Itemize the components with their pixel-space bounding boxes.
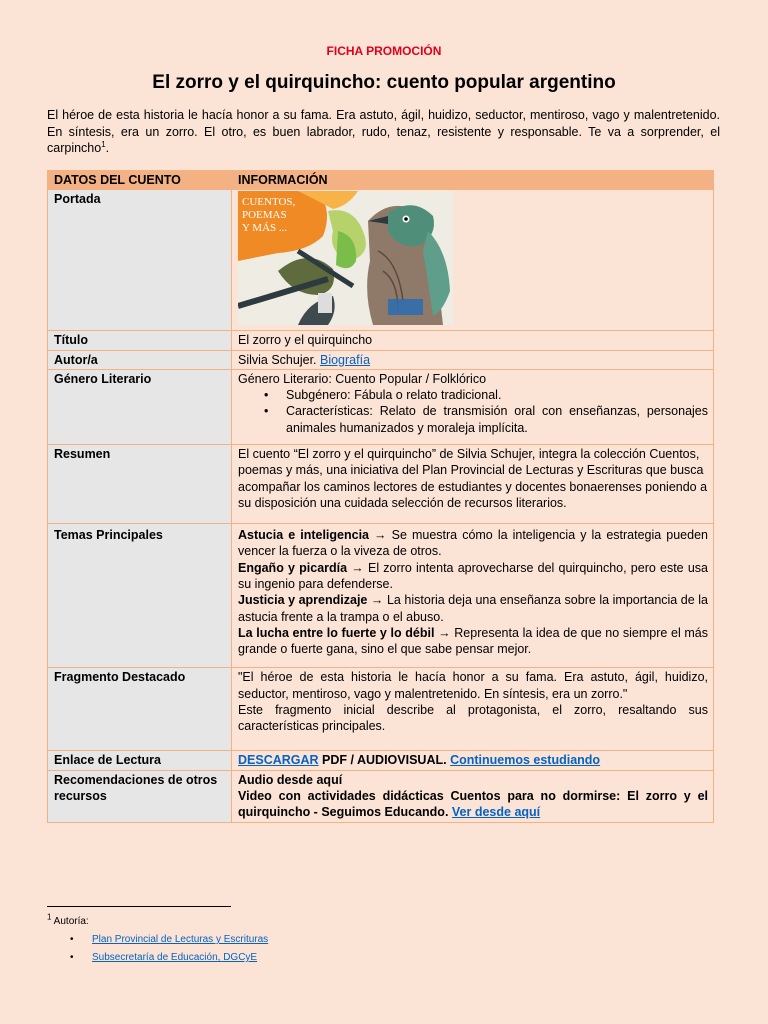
row-label: Resumen <box>48 445 232 524</box>
row-label: Fragmento Destacado <box>48 668 232 751</box>
table-row-portada <box>48 190 714 331</box>
row-label: Portada <box>48 190 232 331</box>
summary-value: El cuento “El zorro y el quirquincho” de Silvia Schujer, integra la colección Cuentos, poemas y más, una iniciativa del Plan Provincial de Lecturas y Escrituras que busca acompañar los caminos lectores de estudiantes y docentes bonaerenses poniendo a su disposición una cuidada selección de recursos literarios. <box>232 445 714 524</box>
table-row-enlace <box>48 751 714 770</box>
table-row-autor <box>48 350 714 369</box>
book-cover-image <box>238 191 453 325</box>
link-format-text: PDF / AUDIOVISUAL. <box>318 753 451 768</box>
intro-paragraph: El héroe de esta historia le hacía honor a su fama. Era astuto, ágil, huidizo, seductor, mentiroso, vago y malentretenido. En síntesis, era un zorro. El otro, es buen labrador, rudo, tenaz, resistente y responsable. Te va a sorprender, el carpincho$^1$. <box>47 108 720 155</box>
list-item <box>70 934 268 952</box>
theme-text: → La historia deja una enseñanza sobre la importancia de la astucia frente a la trampa o el abuso. <box>238 593 708 624</box>
audio-resource[interactable]: Audio desde aquí <box>238 772 343 787</box>
theme-item <box>238 560 708 593</box>
footnote <box>47 912 89 927</box>
intro-text: El héroe de esta historia le hacía honor a su fama. Era astuto, ágil, huidizo, seductor, mentiroso, vago y malentretenido. En síntesis, era un zorro. El otro, es buen labrador, rudo, tenaz, resistente y responsable. Te va a sorprender, el carpincho <box>47 108 720 155</box>
footnote-separator <box>47 906 231 907</box>
genre-list <box>238 387 708 436</box>
subsecretaria-link[interactable]: Subsecretaría de Educación, DGCyE <box>92 952 258 963</box>
footnote-links <box>70 934 268 970</box>
row-label: Enlace de Lectura <box>48 751 232 770</box>
theme-title: Engaño y picardía <box>238 560 348 575</box>
footnote-label: Autoría: <box>51 916 89 927</box>
footnote-reference[interactable]: 1 <box>101 139 106 149</box>
row-label: Autor/a <box>48 350 232 369</box>
table-row-fragmento <box>48 668 714 751</box>
svg-text:CUENTOS,: CUENTOS, <box>242 196 296 209</box>
table-row-recomendaciones <box>48 770 714 822</box>
table-row-genero <box>48 369 714 444</box>
svg-text:POEMAS: POEMAS <box>242 209 287 222</box>
theme-text: → Representa la idea de que no siempre el más grande o fuerte gana, sino el que sabe pensar mejor. <box>238 625 708 657</box>
list-item: • Subgénero: Fábula o relato tradicional. <box>286 387 708 403</box>
title-value: El zorro y el quirquincho <box>232 331 714 350</box>
watch-here-link[interactable]: Ver desde aquí <box>451 805 541 820</box>
theme-item <box>238 625 708 658</box>
document-title: El zorro y el quirquincho: cuento popular argentino <box>152 72 616 93</box>
theme-title: Justicia y aprendizaje <box>238 593 368 608</box>
theme-title: Astucia e inteligencia <box>238 528 369 543</box>
fragment-quote: "El héroe de esta historia le hacía honor a su fama. Era astuto, ágil, huidizo, seductor, mentiroso, vago y malentretenido. En síntesis, era un zorro." <box>238 670 708 701</box>
table-header-row <box>48 171 714 190</box>
list-item <box>70 952 268 970</box>
table-row-resumen <box>48 445 714 524</box>
author-value: Silvia Schujer. <box>238 352 320 367</box>
footnote-number: 1 <box>47 912 52 922</box>
fragment-note: Este fragmento inicial describe al protagonista, el zorro, resaltando sus características principales. <box>238 703 708 734</box>
theme-item <box>238 592 708 625</box>
row-label: Género Literario <box>48 369 232 444</box>
column-header-datos: DATOS DEL CUENTO <box>48 171 232 190</box>
video-resource-text: Video con actividades didácticas Cuentos para no dormirse: El zorro y el quirquincho - Seguimos Educando. <box>238 789 708 820</box>
theme-title: La lucha entre lo fuerte y lo débil <box>238 625 435 640</box>
theme-text: → Se muestra cómo la inteligencia y la estrategia pueden vencer la fuerza o la viveza de otros. <box>238 528 708 559</box>
download-link[interactable]: DESCARGAR <box>238 753 319 768</box>
plan-provincial-link[interactable]: Plan Provincial de Lecturas y Escrituras <box>92 934 269 945</box>
column-header-informacion: INFORMACIÓN <box>232 171 714 190</box>
continue-studying-link[interactable]: Continuemos estudiando <box>450 753 601 768</box>
table-row-titulo <box>48 331 714 350</box>
table-row-temas <box>48 524 714 668</box>
list-item: • Características: Relato de transmisión oral con enseñanzas, personajes animales humanizados y moraleja implícita. <box>286 403 708 436</box>
document-kicker: FICHA PROMOCIÓN <box>326 44 442 58</box>
book-cover-illustration <box>238 191 453 325</box>
row-label: Título <box>48 331 232 350</box>
story-data-table <box>47 170 714 823</box>
theme-item <box>238 527 708 560</box>
theme-text: → El zorro intenta aprovecharse del quirquincho, pero este usa su ingenio para defenderse. <box>238 560 708 591</box>
biography-link[interactable]: Biografía <box>319 352 371 367</box>
svg-text:Y MÁS ...: Y MÁS ... <box>242 222 288 235</box>
row-label: Recomendaciones de otros recursos <box>48 770 232 822</box>
row-label: Temas Principales <box>48 524 232 668</box>
genre-value: Género Literario: Cuento Popular / Folklórico <box>238 371 487 386</box>
